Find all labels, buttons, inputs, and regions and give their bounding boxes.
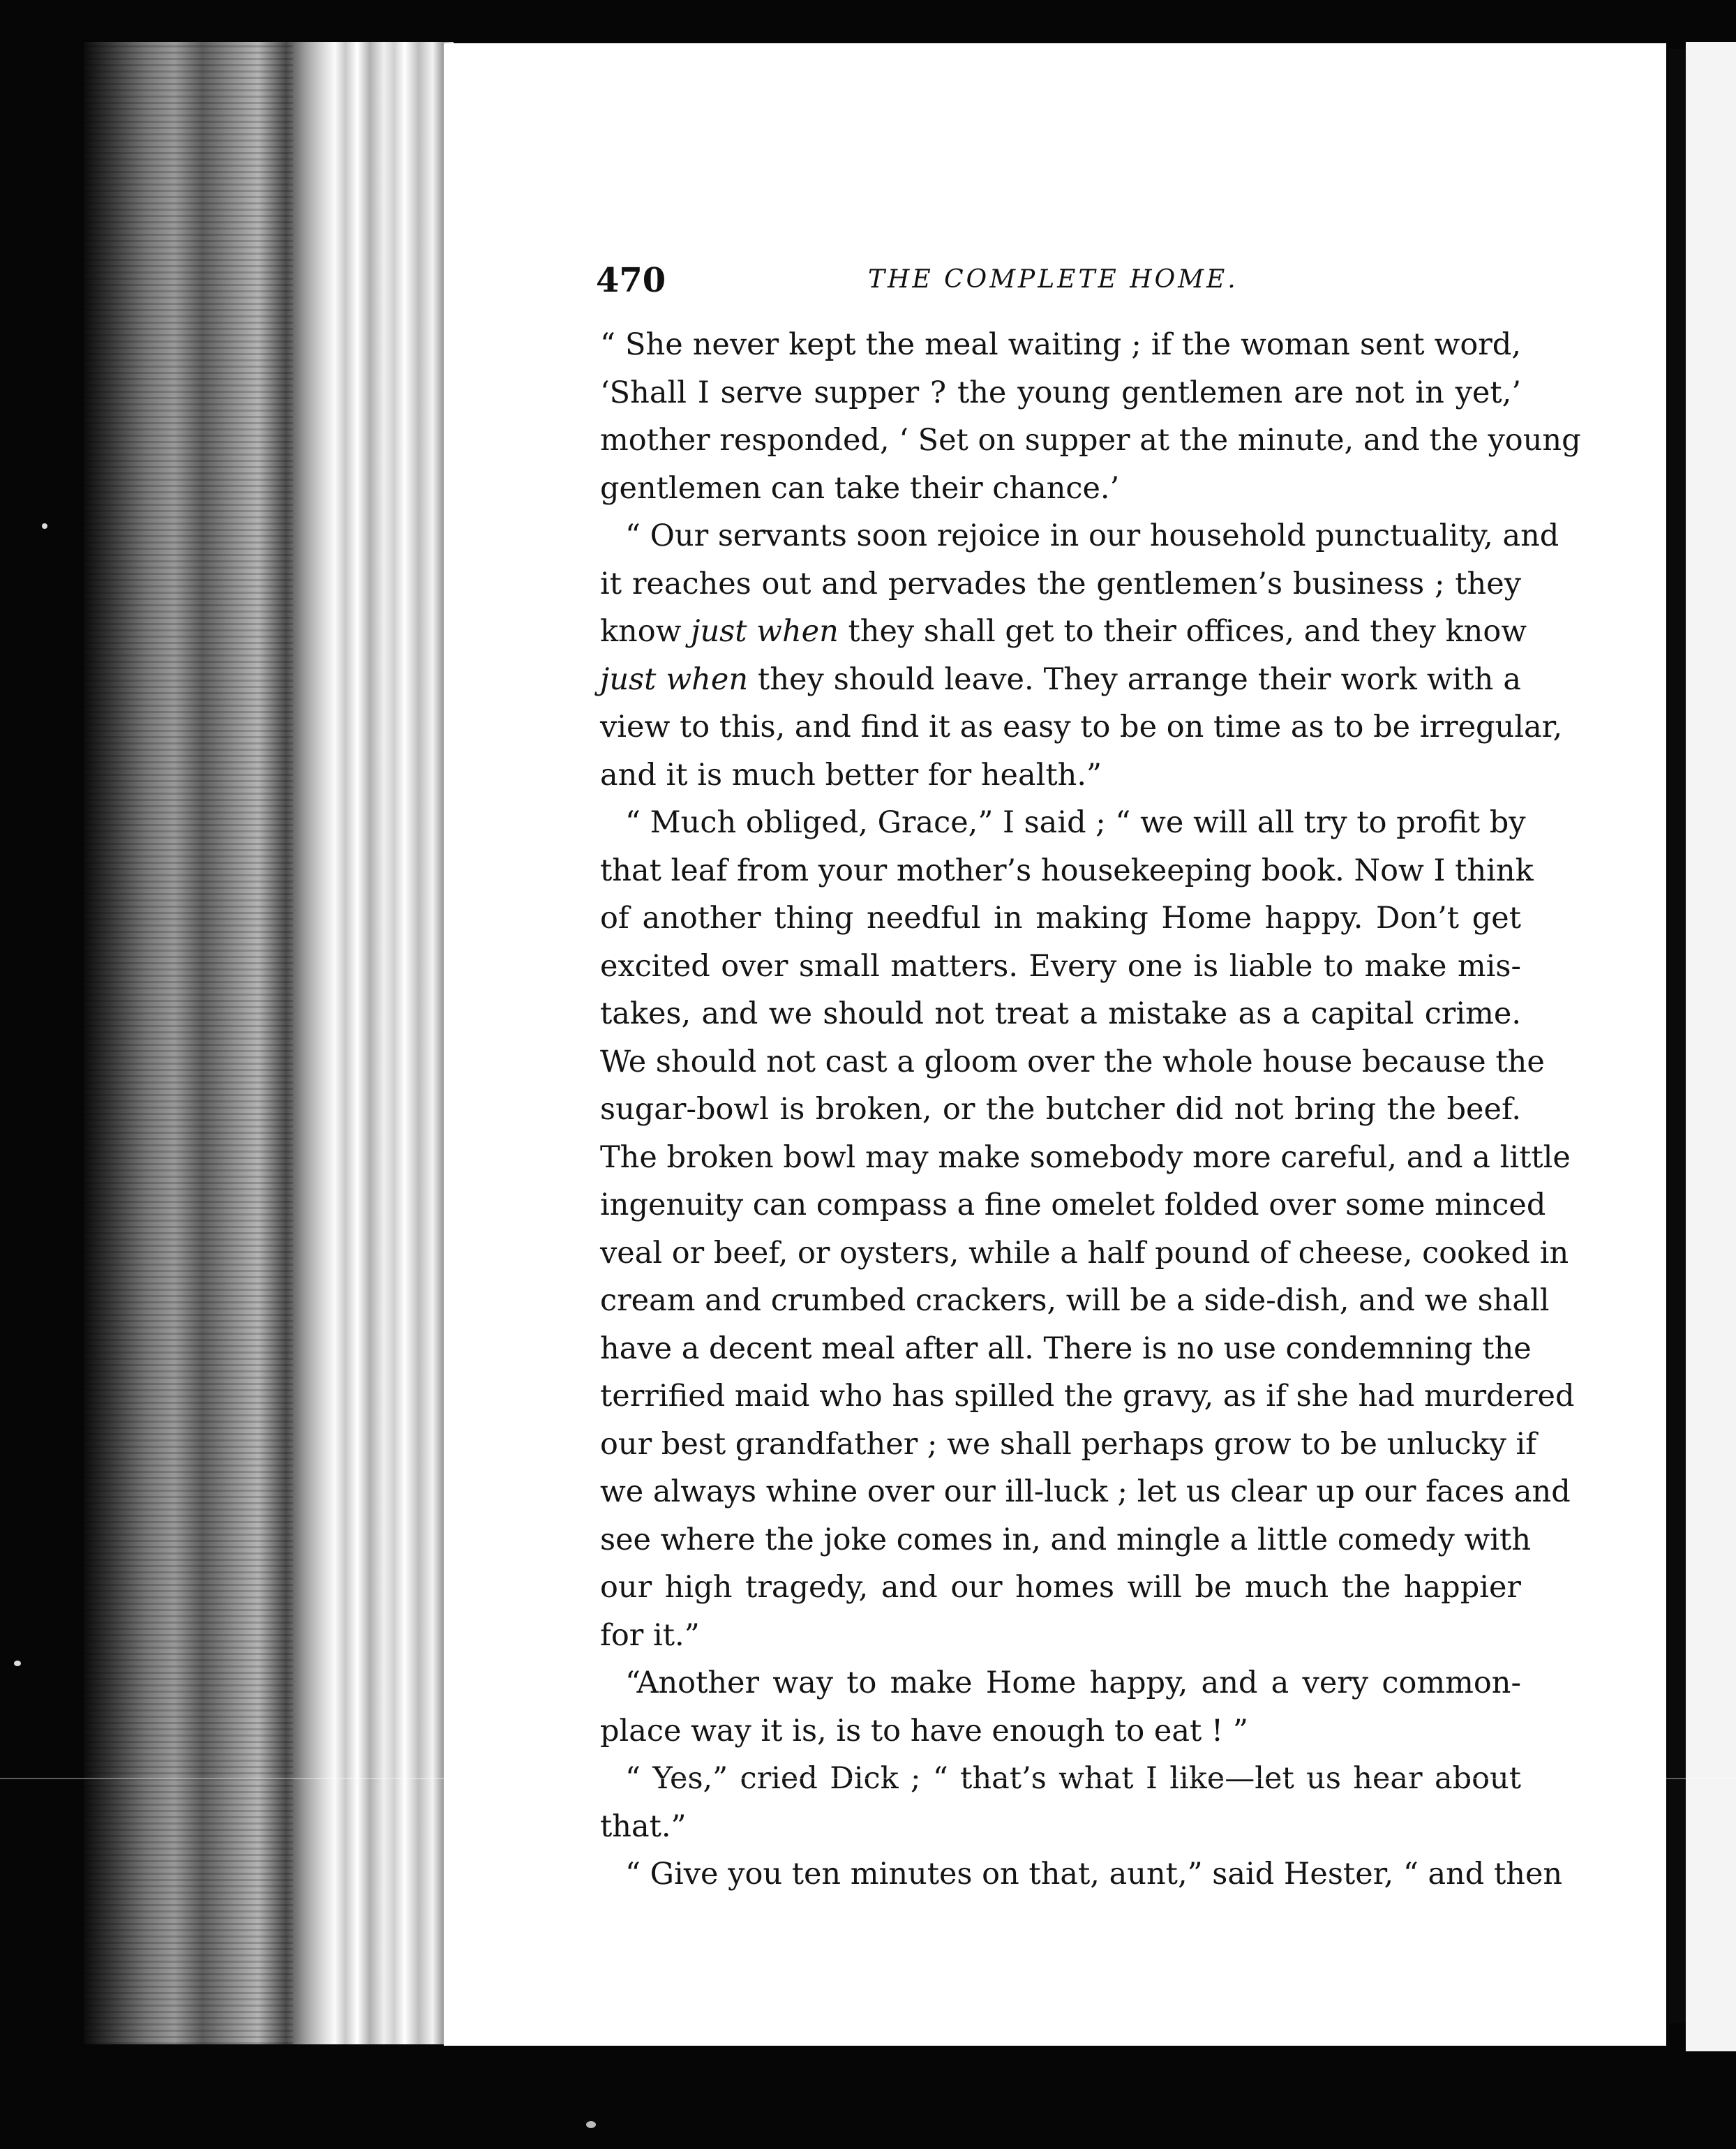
scan-artifact-line [0, 1778, 1736, 1779]
page-edge-texture [84, 42, 293, 2044]
text-line: it reaches out and pervades the gentlemen’s business ; they [600, 566, 1521, 601]
text-line: excited over small matters. Every one is liable to make mis- [600, 948, 1521, 984]
text-line: “ Yes,” cried Dick ; “ that’s what I like—let us hear about [625, 1761, 1521, 1796]
text-line: just when they should leave. They arrange their work with a [600, 661, 1522, 697]
text-line: veal or beef, or oysters, while a half pound of cheese, cooked in [600, 1235, 1569, 1271]
text-line: The broken bowl may make somebody more careful, and a little [600, 1139, 1571, 1175]
running-head: THE COMPLETE HOME. [868, 265, 1239, 294]
facing-page-gutter [1669, 49, 1686, 2023]
text-line: cream and crumbed crackers, will be a side-dish, and we shall [600, 1283, 1550, 1318]
text-line: sugar-bowl is broken, or the butcher did not bring the beef. [600, 1092, 1521, 1127]
page-number: 470 [596, 261, 666, 300]
text-line: of another thing needful in making Home happy. Don’t get [600, 901, 1521, 936]
text-line: takes, and we should not treat a mistake as a capital crime. [600, 996, 1521, 1031]
text-line: ingenuity can compass a fine omelet folded over some minced [600, 1188, 1546, 1222]
dust-speck [42, 523, 47, 529]
text-line: “ She never kept the meal waiting ; if the woman sent word, [600, 327, 1521, 362]
text-line: place way it is, is to have enough to eat ! ” [600, 1713, 1248, 1749]
text-line: view to this, and find it as easy to be on time as to be irregular, [600, 710, 1563, 744]
text-line: terrified maid who has spilled the gravy, as if she had murdered [600, 1379, 1575, 1414]
text-line: know just when they shall get to their offices, and they know [600, 614, 1527, 649]
text-line: and it is much better for health.” [600, 757, 1102, 793]
text-line: have a decent meal after all. There is no use condemning the [600, 1331, 1532, 1366]
text-line: gentlemen can take their chance.’ [600, 470, 1120, 506]
dust-speck [14, 1661, 21, 1666]
text-line: “ Give you ten minutes on that, aunt,” said Hester, “ and then [625, 1857, 1563, 1892]
dust-speck [586, 2121, 596, 2128]
text-line: “ Much obliged, Grace,” I said ; “ we will all try to profit by [625, 805, 1526, 840]
text-line: our best grandfather ; we shall perhaps grow to be unlucky if [600, 1426, 1537, 1462]
text-line: our high tragedy, and our homes will be much the happier [600, 1570, 1521, 1605]
text-line: mother responded, ‘ Set on supper at the minute, and the young [600, 423, 1581, 458]
facing-page [1686, 42, 1736, 2051]
text-line: for it.” [600, 1617, 700, 1653]
text-line: see where the joke comes in, and mingle a little comedy with [600, 1522, 1532, 1557]
text-line: that.” [600, 1809, 687, 1844]
page-header [596, 261, 1398, 317]
text-line: that leaf from your mother’s housekeeping book. Now I think [600, 853, 1534, 888]
body-text [600, 321, 1581, 1899]
text-line: we always whine over our ill-luck ; let us clear up our faces and [600, 1474, 1571, 1509]
text-line: “ Our servants soon rejoice in our household punctuality, and [625, 518, 1559, 553]
text-line: “Another way to make Home happy, and a very common- [625, 1665, 1521, 1700]
text-line: ‘Shall I serve supper ? the young gentlemen are not in yet,’ [600, 375, 1521, 410]
text-line: We should not cast a gloom over the whole house because the [600, 1044, 1545, 1079]
